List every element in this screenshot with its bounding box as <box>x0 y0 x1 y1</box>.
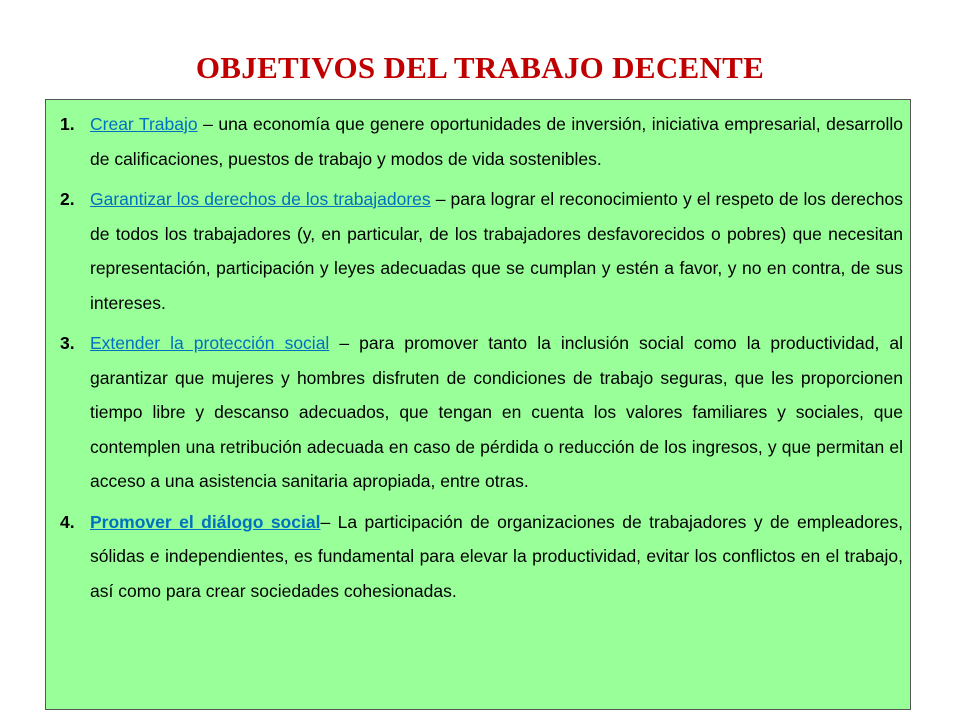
item-number: 1. <box>60 114 75 134</box>
item-number: 4. <box>60 511 75 532</box>
item-description: – para promover tanto la inclusión social como la productividad, al garantizar que mujeres y hombres disfruten de condiciones de trabajo seguras, que les proporcionen tiempo libre y descanso adecuados, que tengan en cuenta los valores familiares y sociales, que contemplen una retribución adecuada en caso de pérdida o reducción de los ingresos, y que permitan el acceso a una asistencia sanitaria apropiada, entre otras. <box>90 333 903 491</box>
link-proteccion-social[interactable]: Extender la protección social <box>90 333 330 353</box>
link-garantizar-derechos[interactable]: Garantizar los derechos de los trabajadores <box>90 189 431 209</box>
item-body <box>90 505 903 609</box>
link-dialogo-social[interactable]: Promover el diálogo social <box>90 511 321 532</box>
list-item-proteccion-social <box>60 326 903 499</box>
page-title: OBJETIVOS DEL TRABAJO DECENTE <box>195 50 765 85</box>
item-description: – para lograr el reconocimiento y el respeto de los derechos de todos los trabajadores (y, en particular, de los trabajadores desfavorecidos o pobres) que necesitan representación, participación y leyes adecuadas que se cumplan y estén a favor, y no en contra, de sus intereses. <box>90 189 903 313</box>
item-description: – una economía que genere oportunidades de inversión, iniciativa empresarial, desarrollo de calificaciones, puestos de trabajo y modos de vida sostenibles. <box>90 114 903 169</box>
list-item-garantizar-derechos <box>60 182 903 320</box>
link-crear-trabajo[interactable]: Crear Trabajo <box>90 114 198 134</box>
list-item-crear-trabajo <box>60 107 903 176</box>
item-number: 2. <box>60 189 75 209</box>
item-body <box>90 107 903 176</box>
objectives-box <box>45 99 911 710</box>
item-body <box>90 182 903 320</box>
list-item-dialogo-social <box>60 505 903 609</box>
item-number: 3. <box>60 333 75 353</box>
item-body <box>90 326 903 499</box>
item-description: – La participación de organizaciones de trabajadores y de empleadores, sólidas e independientes, es fundamental para elevar la productividad, evitar los conflictos en el trabajo, así como para crear sociedades cohesionadas. <box>90 511 903 601</box>
